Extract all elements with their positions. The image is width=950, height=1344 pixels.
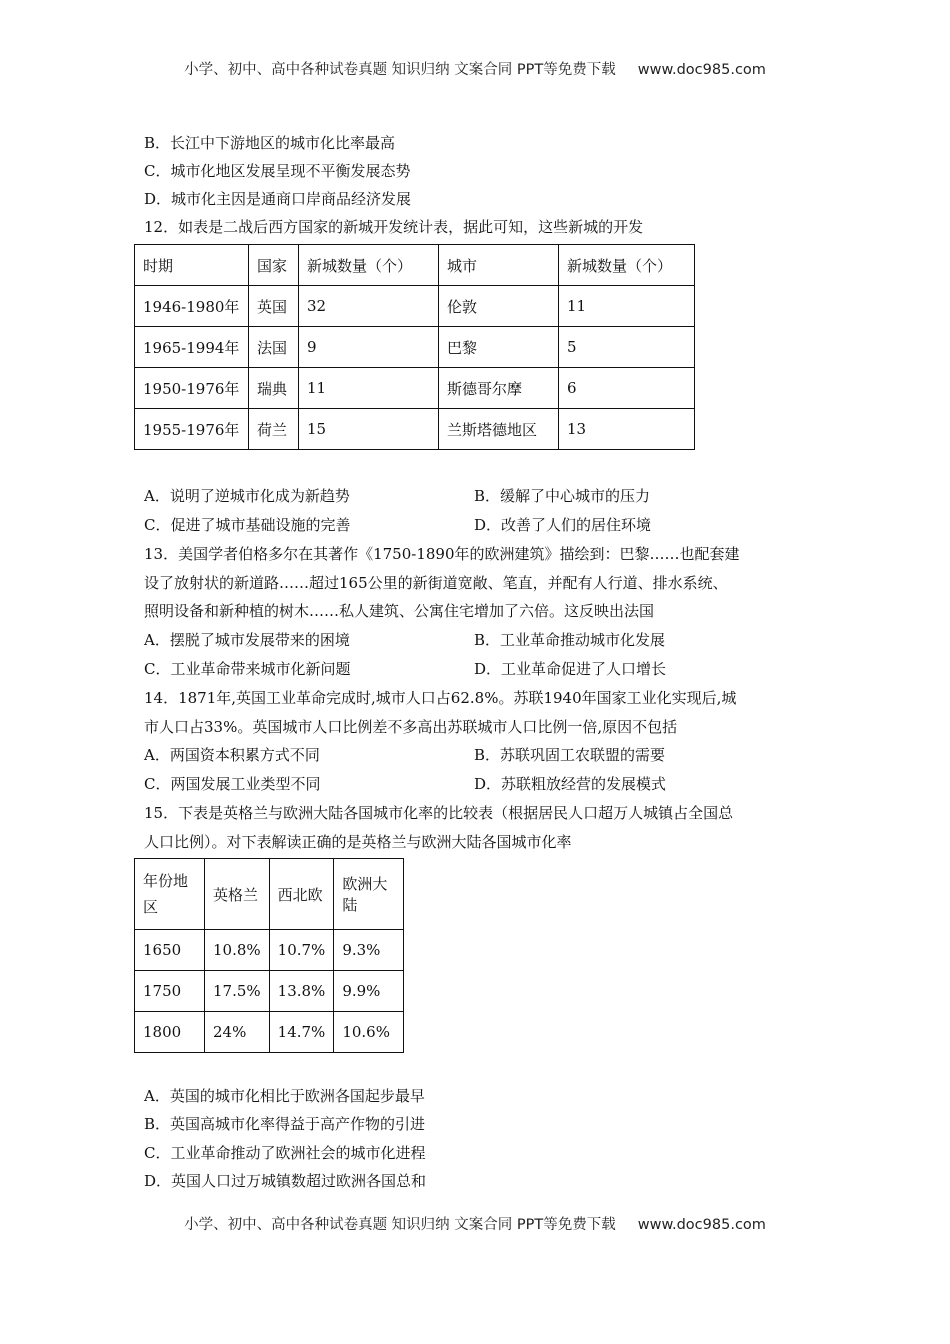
table-row (135, 409, 695, 450)
q14-stem-line2: 市人口占33%。英国城市人口比例差不多高出苏联城市人口比例一倍,原因不包括 (144, 718, 678, 736)
table-cell: 14.7% (269, 1012, 334, 1053)
q15-stem-line1: 15．下表是英格兰与欧洲大陆各国城市化率的比较表（根据居民人口超万人城镇占全国总 (144, 804, 734, 822)
header-cell: 新城数量（个） (559, 245, 695, 286)
table-cell: 英国 (249, 286, 299, 327)
table-cell: 17.5% (205, 971, 270, 1012)
table-cell: 瑞典 (249, 368, 299, 409)
q15-option-d: D．英国人口过万城镇数超过欧洲各国总和 (144, 1172, 427, 1190)
table-cell: 1950-1976年 (135, 368, 249, 409)
header-cell: 西北欧 (269, 859, 334, 930)
header-cell: 新城数量（个） (299, 245, 439, 286)
table-row (135, 368, 695, 409)
page-footer (0, 1213, 950, 1234)
q12-options-row1 (144, 486, 651, 506)
header-text: 小学、初中、高中各种试卷真题 知识归纳 文案合同 PPT等免费下载 (184, 62, 616, 78)
table-cell: 15 (299, 409, 439, 450)
table-cell: 1955-1976年 (135, 409, 249, 450)
table-cell: 13 (559, 409, 695, 450)
table-cell: 1965-1994年 (135, 327, 249, 368)
table-cell: 10.6% (334, 1012, 404, 1053)
table-header-row (135, 245, 695, 286)
table-cell: 1750 (135, 971, 205, 1012)
q14-option-d: D．苏联粗放经营的发展模式 (474, 775, 667, 793)
q13-stem-line2: 设了放射状的新道路……超过165公里的新街道宽敞、笔直，并配有人行道、排水系统、 (144, 574, 728, 592)
q12-option-d: D．改善了人们的居住环境 (474, 516, 652, 534)
q13-stem-line3: 照明设备和新种植的树木……私人建筑、公寓住宅增加了六倍。这反映出法国 (144, 602, 655, 620)
table-cell: 兰斯塔德地区 (439, 409, 559, 450)
q11-option-c: C．城市化地区发展呈现不平衡发展态势 (144, 162, 411, 180)
q12-option-b: B．缓解了中心城市的压力 (474, 487, 651, 505)
table-cell: 13.8% (269, 971, 334, 1012)
q15-option-c: C．工业革命推动了欧洲社会的城市化进程 (144, 1144, 426, 1162)
q15-option-a: A．英国的城市化相比于欧洲各国起步最早 (144, 1087, 425, 1105)
table-cell: 24% (205, 1012, 270, 1053)
header-cell: 国家 (249, 245, 299, 286)
table-row (135, 971, 404, 1012)
header-cell: 英格兰 (205, 859, 270, 930)
q12-option-c: C．促进了城市基础设施的完善 (144, 516, 351, 534)
q15-stem-line2: 人口比例）。对下表解读正确的是英格兰与欧洲大陆各国城市化率 (144, 833, 572, 851)
q14-options-row2 (144, 774, 667, 794)
table-cell: 11 (559, 286, 695, 327)
q14-option-b: B．苏联巩固工农联盟的需要 (474, 746, 666, 764)
q11-option-d: D．城市化主因是通商口岸商品经济发展 (144, 190, 412, 208)
table-cell: 9.3% (334, 930, 404, 971)
q13-option-d: D．工业革命促进了人口增长 (474, 660, 667, 678)
table-cell: 荷兰 (249, 409, 299, 450)
header-cell-line2: 区 (143, 898, 159, 916)
table-cell: 法国 (249, 327, 299, 368)
q12-option-a: A．说明了逆城市化成为新趋势 (144, 487, 350, 505)
header-cell-line1: 年份地 (143, 872, 189, 890)
q15-option-b: B．英国高城市化率得益于高产作物的引进 (144, 1115, 426, 1133)
q14-option-a: A．两国资本积累方式不同 (144, 746, 320, 764)
table-cell: 10.7% (269, 930, 334, 971)
q15-table (134, 858, 404, 1053)
q13-options-row2 (144, 659, 667, 679)
q13-option-b: B．工业革命推动城市化发展 (474, 631, 666, 649)
table-cell: 伦敦 (439, 286, 559, 327)
table-row (135, 327, 695, 368)
header-cell: 时期 (135, 245, 249, 286)
table-cell: 1650 (135, 930, 205, 971)
table-cell: 1946-1980年 (135, 286, 249, 327)
q12-options-row2 (144, 515, 652, 535)
q13-option-c: C．工业革命带来城市化新问题 (144, 660, 351, 678)
q14-options-row1 (144, 745, 666, 765)
table-cell: 5 (559, 327, 695, 368)
header-cell: 城市 (439, 245, 559, 286)
footer-url[interactable]: www.doc985.com (637, 1217, 766, 1233)
q11-option-b: B．长江中下游地区的城市化比率最高 (144, 134, 396, 152)
q13-stem-line1: 13．美国学者伯格多尔在其著作《1750-1890年的欧洲建筑》描绘到：巴黎……也配套建 (144, 545, 740, 563)
page-header (0, 58, 950, 79)
q14-option-c: C．两国发展工业类型不同 (144, 775, 321, 793)
q12-stem: 12．如表是二战后西方国家的新城开发统计表，据此可知，这些新城的开发 (144, 218, 644, 236)
footer-text: 小学、初中、高中各种试卷真题 知识归纳 文案合同 PPT等免费下载 (184, 1217, 616, 1233)
table-cell: 32 (299, 286, 439, 327)
table-cell: 10.8% (205, 930, 270, 971)
table-cell: 斯德哥尔摩 (439, 368, 559, 409)
table-cell: 9.9% (334, 971, 404, 1012)
table-row (135, 930, 404, 971)
q14-stem-line1: 14．1871年,英国工业革命完成时,城市人口占62.8%。苏联1940年国家工业化实现后,城 (144, 689, 737, 707)
table-cell: 1800 (135, 1012, 205, 1053)
q13-option-a: A．摆脱了城市发展带来的困境 (144, 631, 350, 649)
header-cell: 欧洲大陆 (334, 859, 404, 930)
header-url[interactable]: www.doc985.com (637, 62, 766, 78)
header-cell-year-region (135, 859, 205, 930)
table-row (135, 286, 695, 327)
table-header-row (135, 859, 404, 930)
table-cell: 9 (299, 327, 439, 368)
q12-table (134, 244, 695, 450)
table-cell: 11 (299, 368, 439, 409)
table-cell: 巴黎 (439, 327, 559, 368)
q13-options-row1 (144, 630, 666, 650)
table-cell: 6 (559, 368, 695, 409)
table-row (135, 1012, 404, 1053)
